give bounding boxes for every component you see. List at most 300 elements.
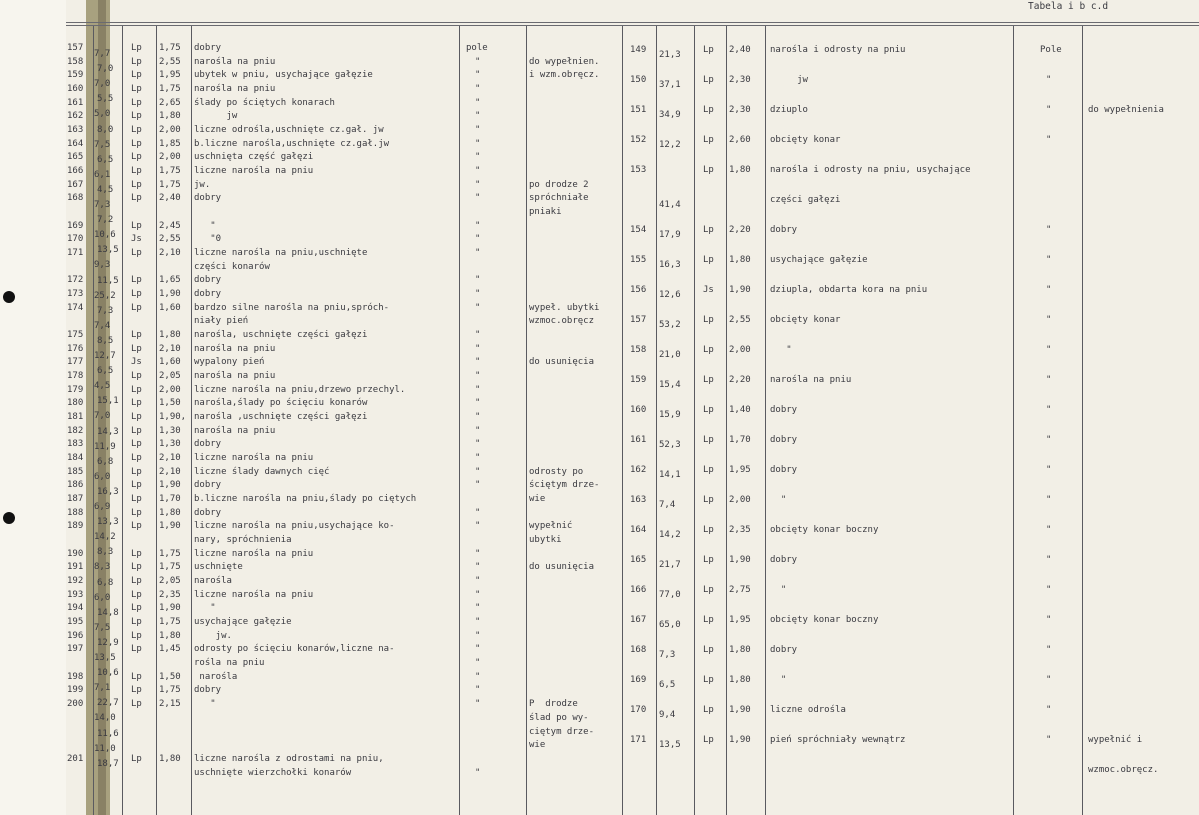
species-code: Lp xyxy=(131,275,142,286)
condition-text: uschnięte wierzchołki konarów xyxy=(194,767,352,778)
left-table-row xyxy=(0,603,1199,614)
tree-number: 164 xyxy=(67,138,84,149)
circumference-value: 6,0 xyxy=(94,592,111,603)
height-value: 1,75 xyxy=(159,562,181,573)
treatment-text: pniaki xyxy=(529,207,562,218)
height-value: 1,95 xyxy=(729,465,751,475)
species-code: Lp xyxy=(131,439,142,450)
condition-text: narośla,ślady po ścięciu konarów xyxy=(194,398,368,409)
height-value: 1,80 xyxy=(159,330,181,341)
tree-number: 168 xyxy=(67,193,84,204)
tree-number: 154 xyxy=(630,225,647,235)
species-code: Lp xyxy=(703,255,714,265)
species-code: Lp xyxy=(703,675,714,685)
condition-text: dobry xyxy=(770,465,798,475)
tree-number: 168 xyxy=(630,645,647,655)
species-code: Lp xyxy=(131,84,142,94)
location-text: " xyxy=(475,453,481,464)
left-table-row xyxy=(0,685,1199,696)
circumference-value: 11,0 xyxy=(94,743,116,754)
tree-number: 174 xyxy=(67,302,84,313)
circumference-value: 13,5 xyxy=(659,740,681,750)
condition-text: bardzo silne narośla na pniu,spróch- xyxy=(194,302,390,313)
location-text: " xyxy=(475,644,481,655)
location-text: " xyxy=(475,617,481,628)
tree-number: 192 xyxy=(67,576,84,587)
left-table-row xyxy=(0,453,1199,464)
circumference-value: 14,3 xyxy=(97,426,119,437)
tree-number: 155 xyxy=(630,255,647,265)
location-text: " xyxy=(1046,645,1052,655)
circumference-value: 7,3 xyxy=(94,200,111,210)
condition-text: dobry xyxy=(770,555,798,565)
condition-text: usychające gałęzie xyxy=(770,255,868,265)
condition-text: niały pień xyxy=(194,316,249,327)
height-value: 1,45 xyxy=(159,644,181,655)
location-text: " xyxy=(475,480,481,491)
height-value: 1,75 xyxy=(159,179,181,190)
location-text: " xyxy=(475,343,481,354)
circumference-value: 16,3 xyxy=(97,486,119,497)
condition-text: narośla xyxy=(194,671,238,682)
location-text: " xyxy=(475,521,481,532)
species-code: Lp xyxy=(131,125,142,136)
location-text: " xyxy=(1046,105,1052,115)
height-value: 1,75 xyxy=(159,43,181,53)
condition-text: " xyxy=(194,603,216,614)
condition-text: dobry xyxy=(770,645,798,655)
condition-text: dobry xyxy=(194,43,222,53)
circumference-value: 7,3 xyxy=(659,650,676,660)
species-code: Lp xyxy=(131,111,142,122)
location-text: " xyxy=(475,220,481,231)
location-text: " xyxy=(1046,225,1052,235)
height-value: 1,75 xyxy=(159,617,181,628)
tree-number: 159 xyxy=(630,375,647,385)
treatment-text: wie xyxy=(529,740,546,751)
condition-text: " xyxy=(194,220,216,231)
condition-text: dobry xyxy=(194,289,222,300)
condition-text: dobry xyxy=(770,405,798,415)
species-code: Lp xyxy=(703,495,714,505)
condition-text: nary, spróchnienia xyxy=(194,535,292,546)
height-value: 2,05 xyxy=(159,576,181,587)
location-text: " xyxy=(1046,555,1052,565)
circumference-value: 7,0 xyxy=(94,411,111,422)
circumference-value: 11,5 xyxy=(97,275,119,286)
tree-number: 166 xyxy=(67,166,84,177)
tree-number: 197 xyxy=(67,644,84,655)
tree-number: 178 xyxy=(67,371,84,382)
species-code: Lp xyxy=(703,225,714,235)
height-value: 2,00 xyxy=(729,345,751,355)
species-code: Lp xyxy=(131,43,142,53)
height-value: 1,90 xyxy=(159,521,181,532)
location-text: " xyxy=(475,357,481,368)
condition-text: " xyxy=(770,675,787,685)
species-code: Lp xyxy=(703,735,714,745)
condition-text: liczne narośla na pniu,drzewo przechyl. xyxy=(194,384,406,395)
height-value: 1,30 xyxy=(159,439,181,450)
tree-number: 149 xyxy=(630,45,647,55)
condition-text: " xyxy=(770,495,787,505)
condition-text: części konarów xyxy=(194,261,270,272)
species-code: Lp xyxy=(131,521,142,532)
location-text: " xyxy=(1046,285,1052,295)
location-text: " xyxy=(475,234,481,245)
location-text: " xyxy=(1046,615,1052,625)
height-value: 1,80 xyxy=(159,507,181,518)
treatment-text: odrosty po xyxy=(529,466,584,477)
treatment-text: ubytki xyxy=(529,535,562,546)
tree-number: 150 xyxy=(630,75,647,85)
circumference-value: 14,0 xyxy=(94,713,116,724)
condition-text: b.liczne narośla,uschnięte cz.gał.jw xyxy=(194,138,390,149)
species-code: Lp xyxy=(131,453,142,464)
species-code: Lp xyxy=(131,562,142,573)
right-table-row xyxy=(0,285,1199,300)
species-code: Lp xyxy=(703,405,714,415)
species-code: Lp xyxy=(131,289,142,300)
location-text: " xyxy=(1046,435,1052,445)
circumference-value: 8,3 xyxy=(94,562,111,573)
location-text: " xyxy=(475,562,481,573)
height-value: 1,90 xyxy=(729,705,751,715)
treatment-text: wzmoc.obręcz. xyxy=(1088,765,1159,775)
circumference-value: 8,0 xyxy=(97,124,114,135)
location-text: " xyxy=(475,589,481,600)
condition-text: narośla xyxy=(194,576,232,587)
location-text: " xyxy=(475,412,481,423)
right-table-row xyxy=(0,315,1199,330)
species-code: Lp xyxy=(131,412,142,423)
height-value: 2,55 xyxy=(159,56,181,67)
circumference-value: 13,5 xyxy=(94,653,116,663)
circumference-value: 5,5 xyxy=(97,94,114,105)
species-code: Lp xyxy=(131,548,142,559)
circumference-value: 6,8 xyxy=(97,577,114,588)
tree-number: 162 xyxy=(630,465,647,475)
circumference-value: 9,3 xyxy=(94,260,111,271)
circumference-value: 8,3 xyxy=(97,547,114,558)
species-code: Lp xyxy=(703,315,714,325)
height-value: 1,75 xyxy=(159,548,181,559)
species-code: Lp xyxy=(131,630,142,641)
circumference-value: 21,3 xyxy=(659,50,681,60)
circumference-value: 4,5 xyxy=(97,184,114,195)
left-table-row xyxy=(0,658,1199,669)
location-text: " xyxy=(1046,525,1052,535)
left-table-row xyxy=(0,303,1199,314)
species-code: Lp xyxy=(703,45,714,55)
tree-number: 194 xyxy=(67,603,84,614)
condition-text: narośla, uschnięte części gałęzi xyxy=(194,330,368,341)
tree-number: 188 xyxy=(67,507,84,518)
condition-text: " xyxy=(770,585,787,595)
tree-number: 165 xyxy=(630,555,647,565)
location-text: " xyxy=(475,699,481,710)
height-value: 1,75 xyxy=(159,84,181,94)
left-table-row xyxy=(0,508,1199,519)
height-value: 1,85 xyxy=(159,138,181,149)
circumference-value: 5,0 xyxy=(94,109,111,120)
treatment-text: wie xyxy=(529,494,546,505)
circumference-value: 7,0 xyxy=(97,64,114,75)
circumference-value: 12,9 xyxy=(97,637,119,648)
species-code: Lp xyxy=(131,644,142,655)
circumference-value: 7,5 xyxy=(94,622,111,633)
condition-text: obcięty konar xyxy=(770,135,841,145)
height-value: 1,40 xyxy=(729,405,751,415)
circumference-value: 77,0 xyxy=(659,590,681,600)
condition-text: obcięty konar boczny xyxy=(770,615,879,625)
location-text: " xyxy=(475,658,481,669)
height-value: 1,50 xyxy=(159,671,181,682)
height-value: 1,60 xyxy=(159,302,181,313)
location-text: " xyxy=(475,125,481,136)
treatment-text: do wypełnien. xyxy=(529,56,600,67)
species-code: Lp xyxy=(131,152,142,163)
location-text: " xyxy=(475,302,481,313)
circumference-value: 52,3 xyxy=(659,440,681,450)
species-code: Lp xyxy=(131,138,142,149)
height-value: 2,10 xyxy=(159,453,181,464)
height-value: 2,45 xyxy=(159,220,181,231)
species-code: Lp xyxy=(703,345,714,355)
species-code: Lp xyxy=(703,435,714,445)
tree-number: 172 xyxy=(67,275,84,286)
height-value: 1,90 xyxy=(159,480,181,491)
location-text: " xyxy=(475,576,481,587)
species-code: Lp xyxy=(131,343,142,354)
condition-text: liczne odrośla,uschnięte cz.gał. jw xyxy=(194,125,384,136)
location-text: " xyxy=(1046,705,1052,715)
left-table-row xyxy=(0,535,1199,546)
condition-text: uschnięte xyxy=(194,562,243,573)
circumference-value: 13,5 xyxy=(97,245,119,256)
location-text: " xyxy=(1046,675,1052,685)
height-value: 2,35 xyxy=(159,589,181,600)
height-value: 2,00 xyxy=(159,384,181,395)
species-code: Lp xyxy=(703,645,714,655)
condition-text: dobry xyxy=(194,685,222,696)
circumference-value: 8,5 xyxy=(97,335,114,346)
height-value: 1,70 xyxy=(159,494,181,505)
species-code: Lp xyxy=(131,248,142,259)
condition-text: liczne narośla na pniu,usychające ko- xyxy=(194,521,395,532)
tree-number: 161 xyxy=(67,97,84,108)
circumference-value: 7,5 xyxy=(94,139,111,150)
circumference-value: 11,9 xyxy=(94,441,116,452)
tree-number: 201 xyxy=(67,753,84,764)
treatment-text: ściętym drze- xyxy=(529,480,600,491)
location-text: " xyxy=(475,603,481,614)
species-code: Lp xyxy=(131,70,142,81)
condition-text: obcięty konar xyxy=(770,315,841,325)
left-table-row xyxy=(0,480,1199,491)
species-code: Lp xyxy=(131,425,142,436)
circumference-value: 9,4 xyxy=(659,710,676,720)
circumference-value: 6,8 xyxy=(97,456,114,467)
height-value: 2,30 xyxy=(729,75,751,85)
height-value: 2,00 xyxy=(729,495,751,505)
location-text: " xyxy=(475,685,481,696)
height-value: 1,75 xyxy=(159,685,181,696)
tree-number: 176 xyxy=(67,343,84,354)
tree-number: 158 xyxy=(67,56,84,67)
height-value: 1,80 xyxy=(729,645,751,655)
location-text: " xyxy=(475,84,481,94)
condition-text: liczne narośla z odrostami na pniu, xyxy=(194,753,384,764)
tree-number: 161 xyxy=(630,435,647,445)
condition-text: dobry xyxy=(770,435,798,445)
location-text: " xyxy=(1046,345,1052,355)
location-text: " xyxy=(475,548,481,559)
treatment-text: do usunięcia xyxy=(529,357,595,368)
circumference-value: 12,7 xyxy=(94,351,116,361)
height-value: 1,70 xyxy=(729,435,751,445)
tree-number: 183 xyxy=(67,439,84,450)
height-value: 1,90 xyxy=(729,285,751,295)
height-value: 2,10 xyxy=(159,466,181,477)
tree-number: 159 xyxy=(67,70,84,81)
tree-number: 189 xyxy=(67,521,84,532)
circumference-value: 7,4 xyxy=(94,320,111,331)
condition-text: narośla na pniu xyxy=(194,56,276,67)
condition-text: " xyxy=(770,345,792,355)
circumference-value: 7,3 xyxy=(97,305,114,316)
left-table-row xyxy=(0,152,1199,163)
condition-text: liczne ślady dawnych cięć xyxy=(194,466,330,477)
tree-number: 167 xyxy=(67,179,84,190)
species-code: Js xyxy=(131,234,142,245)
treatment-text: ciętym drze- xyxy=(529,726,595,737)
tree-number: 164 xyxy=(630,525,647,535)
height-value: 2,10 xyxy=(159,343,181,354)
right-table-row xyxy=(0,165,1199,176)
circumference-value: 53,2 xyxy=(659,320,681,330)
height-value: 1,90 xyxy=(729,735,751,745)
left-table-row xyxy=(0,357,1199,368)
condition-text: części gałęzi xyxy=(770,195,841,205)
location-text: " xyxy=(475,111,481,122)
height-value: 1,80 xyxy=(729,255,751,265)
location-text: " xyxy=(475,398,481,409)
location-text: " xyxy=(1046,405,1052,415)
location-text: " xyxy=(475,439,481,450)
location-text: " xyxy=(475,384,481,395)
circumference-value: 6,5 xyxy=(659,680,676,690)
circumference-value: 25,2 xyxy=(94,290,116,301)
tree-number: 163 xyxy=(67,125,84,136)
tree-number: 171 xyxy=(630,735,647,745)
location-text: " xyxy=(475,166,481,177)
tree-number: 166 xyxy=(630,585,647,595)
circumference-value: 16,3 xyxy=(659,260,681,270)
species-code: Lp xyxy=(131,685,142,696)
right-table-row xyxy=(0,345,1199,360)
species-code: Lp xyxy=(131,753,142,764)
height-value: 2,10 xyxy=(159,248,181,259)
height-value: 2,35 xyxy=(729,525,751,535)
circumference-value: 15,1 xyxy=(97,396,119,407)
tree-number: 177 xyxy=(67,357,84,368)
tree-number: 173 xyxy=(67,289,84,300)
condition-text: dobry xyxy=(194,193,222,204)
tree-number: 198 xyxy=(67,671,84,682)
treatment-text: P drodze xyxy=(529,699,578,710)
circumference-value: 15,9 xyxy=(659,410,681,420)
height-value: 2,00 xyxy=(159,125,181,136)
species-code: Lp xyxy=(131,603,142,614)
condition-text: narośla na pniu xyxy=(194,343,276,354)
treatment-text: i wzm.obręcz. xyxy=(529,70,600,81)
circumference-value: 17,9 xyxy=(659,230,681,240)
circumference-value: 34,9 xyxy=(659,110,681,120)
height-value: 2,05 xyxy=(159,371,181,382)
species-code: Lp xyxy=(131,166,142,177)
condition-text: jw xyxy=(770,75,808,85)
location-text: " xyxy=(475,248,481,259)
height-value: 2,55 xyxy=(729,315,751,325)
species-code: Lp xyxy=(703,585,714,595)
tree-number: 169 xyxy=(630,675,647,685)
tree-number: 195 xyxy=(67,617,84,628)
species-code: Lp xyxy=(131,302,142,313)
treatment-text: do wypełnienia xyxy=(1088,105,1164,115)
condition-text: dobry xyxy=(194,480,222,491)
species-code: Lp xyxy=(131,330,142,341)
tree-number: 181 xyxy=(67,412,84,423)
condition-text: narośla i odrosty na pniu xyxy=(770,45,906,55)
height-value: 2,00 xyxy=(159,152,181,163)
tree-number: 158 xyxy=(630,345,647,355)
species-code: Lp xyxy=(131,97,142,108)
tree-number: 167 xyxy=(630,615,647,625)
circumference-value: 21,0 xyxy=(659,350,681,360)
condition-text: dziupla, obdarta kora na pniu xyxy=(770,285,928,295)
location-text: " xyxy=(475,275,481,286)
height-value: 2,65 xyxy=(159,97,181,108)
left-table-row xyxy=(0,754,1199,765)
height-value: 1,80 xyxy=(729,165,751,175)
condition-text: dobry xyxy=(770,225,798,235)
circumference-value: 12,6 xyxy=(659,290,681,300)
circumference-value: 11,6 xyxy=(97,728,119,739)
species-code: Lp xyxy=(703,135,714,145)
treatment-text: wypełnić xyxy=(529,521,573,532)
species-code: Lp xyxy=(131,179,142,190)
tree-number: 199 xyxy=(67,685,84,696)
condition-text: liczne narośla na pniu xyxy=(194,166,314,177)
condition-text: liczne narośla na pniu xyxy=(194,548,314,559)
tree-number: 170 xyxy=(630,705,647,715)
circumference-value: 37,1 xyxy=(659,80,681,90)
condition-text: " xyxy=(194,699,216,710)
treatment-text: wypełnić i xyxy=(1088,735,1143,745)
height-value: 1,80 xyxy=(159,630,181,641)
circumference-value: 12,2 xyxy=(659,140,681,150)
condition-text: uschnięta część gałęzi xyxy=(194,152,314,163)
location-text: " xyxy=(475,97,481,108)
left-table-row xyxy=(0,234,1199,245)
condition-text: dobry xyxy=(194,439,222,450)
height-value: 1,30 xyxy=(159,425,181,436)
location-text: " xyxy=(475,70,481,81)
condition-text: liczne narośla na pniu xyxy=(194,589,314,600)
species-code: Lp xyxy=(703,465,714,475)
height-value: 1,90, xyxy=(159,412,187,423)
